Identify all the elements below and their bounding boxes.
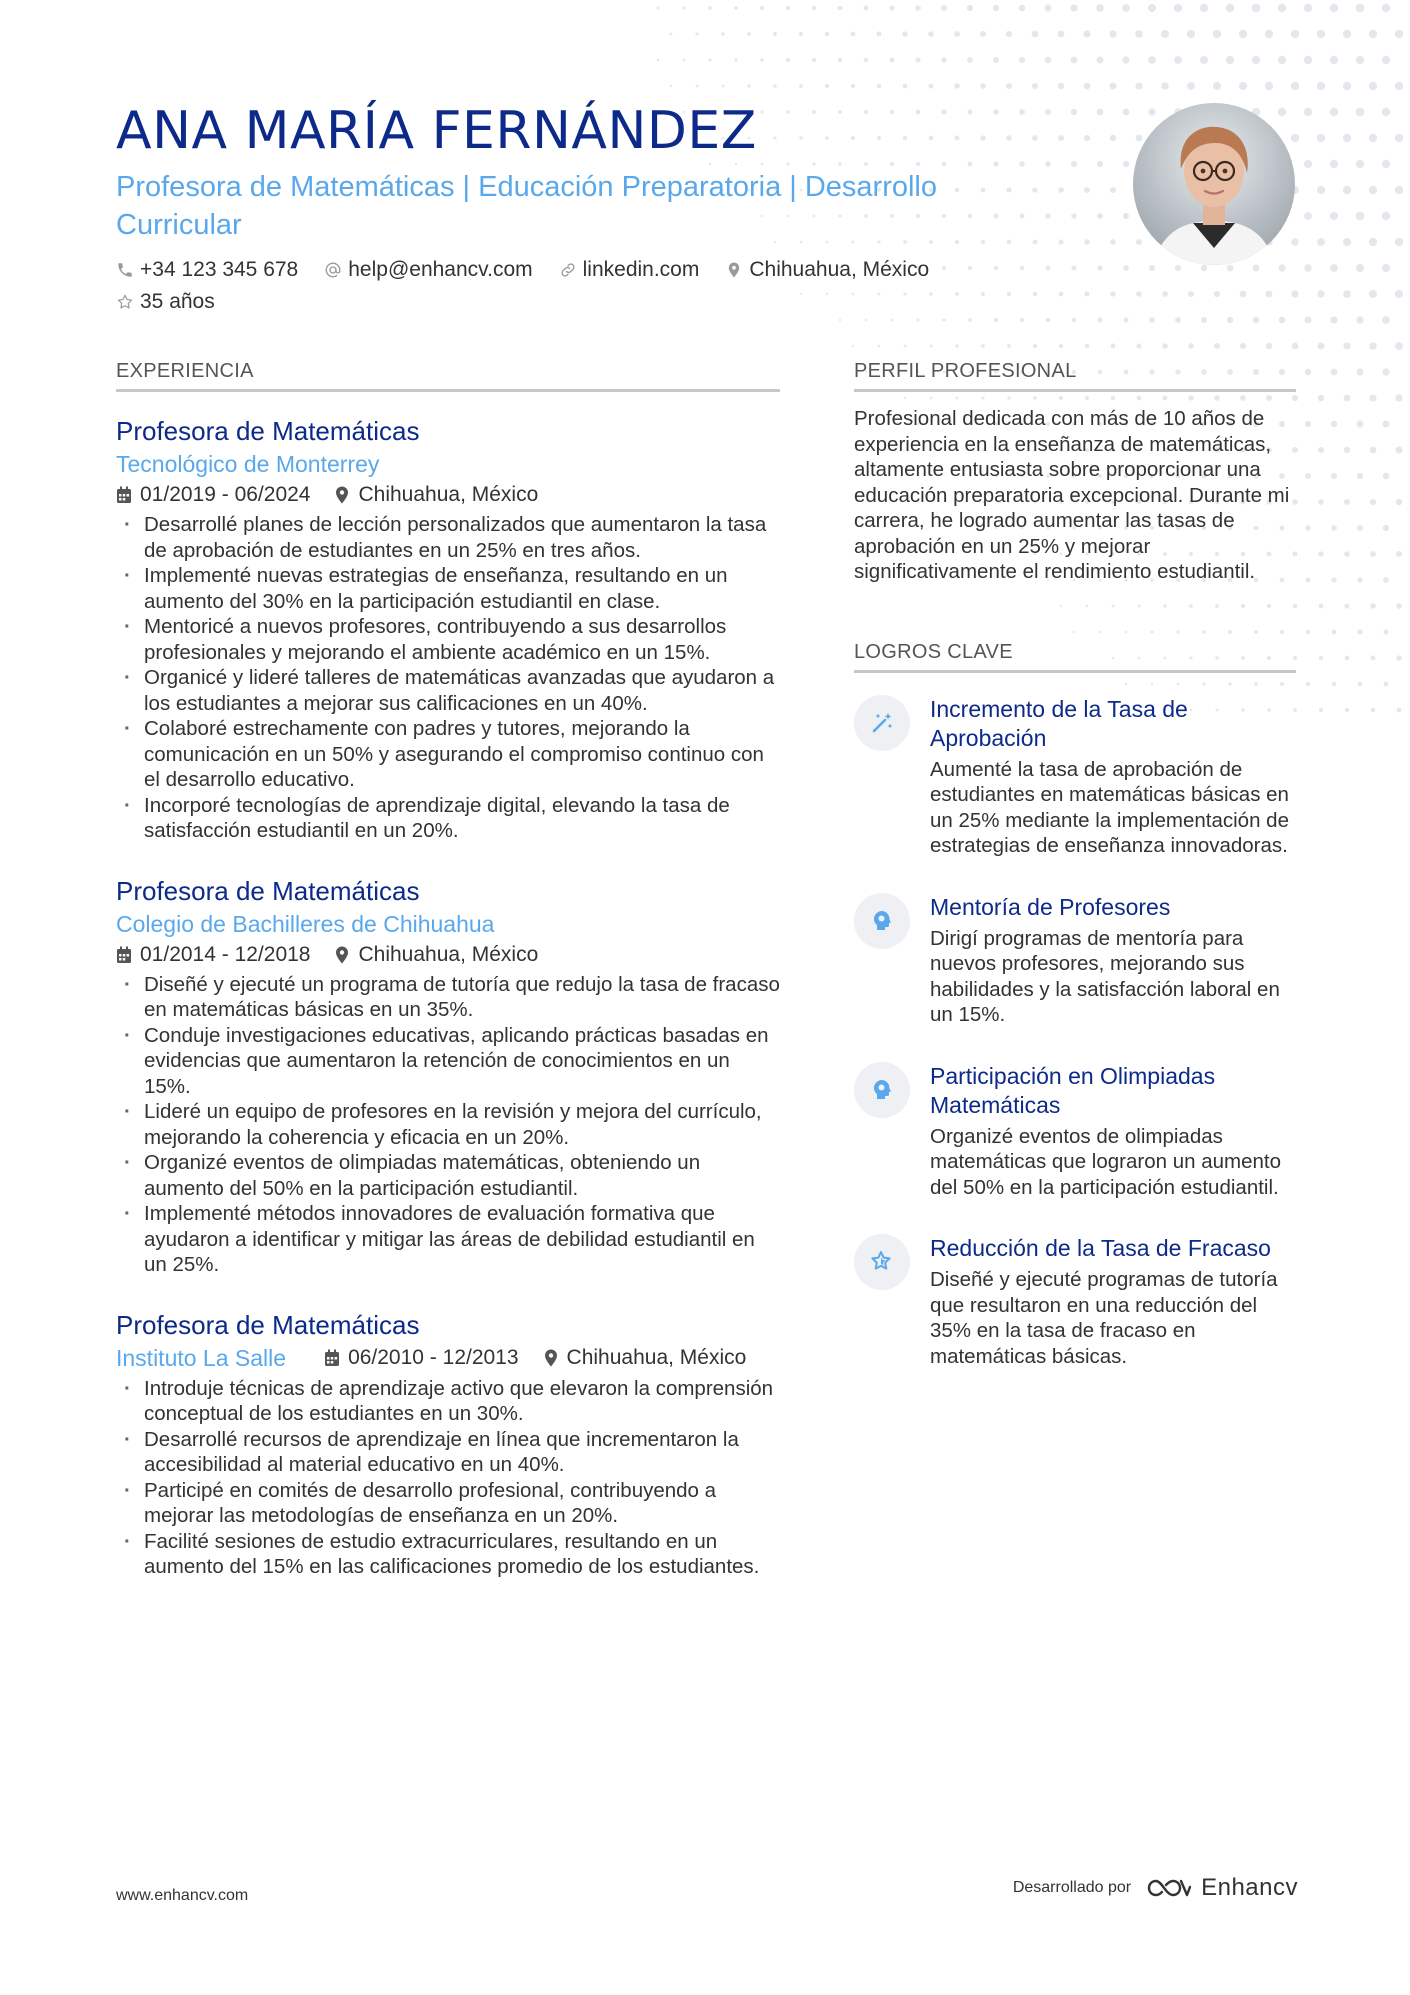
job-company: Colegio de Bachilleres de Chihuahua	[116, 910, 495, 937]
achievement-desc: Diseñé y ejecuté programas de tutoría que resultaron en una reducción del 35% en la tasa de fracaso en matemáticas básicas.	[930, 1268, 1278, 1368]
achievement-item	[854, 893, 1296, 1028]
profile-summary: Profesional dedicada con más de 10 años de experiencia en la enseñanza de matemáticas, altamente entusiasta sobre proporcionar una educación preparatoria excepcional. Durante mi carrera, he logrado aumentar las tasas de aprobación en un 25% y mejorar significativamente el rendimiento estudiantil.	[854, 407, 1290, 583]
achievement-title: Incremento de la Tasa de Aprobación	[930, 695, 1188, 751]
contact-phone[interactable]: +34 123 345 678	[116, 258, 298, 282]
job-location: Chihuahua, México	[358, 942, 539, 966]
job-company: Instituto La Salle	[116, 1344, 287, 1371]
calendar-icon	[116, 946, 132, 964]
job-title: Profesora de Matemáticas	[116, 416, 420, 446]
job-entry	[116, 414, 780, 844]
location-pin-icon	[334, 486, 350, 504]
contact-age: 35 años	[116, 290, 215, 314]
footer-branding	[1013, 1874, 1298, 1902]
magic-wand-icon	[869, 710, 895, 736]
job-location: Chihuahua, México	[358, 483, 539, 506]
job-bullets	[116, 512, 780, 844]
job-bullets	[116, 972, 780, 1278]
job-title: Profesora de Matemáticas	[116, 875, 420, 906]
section-title-experience: EXPERIENCIA	[116, 360, 780, 392]
bullet-item: · Diseñé y ejecuté un programa de tutoría que redujo la tasa de fracaso en matemáticas básicas en un 35%.	[116, 972, 780, 1023]
bullet-item: · Colaboré estrechamente con padres y tutores, mejorando la comunicación en un 50% y asegurando el compromiso continuo con el desarrollo educativo.	[116, 716, 780, 793]
achievement-desc: Aumenté la tasa de aprobación de estudiantes en matemáticas básicas en un 25% mediante la implementación de estrategias de enseñanza innovadoras.	[930, 757, 1289, 857]
achievement-desc: Dirigí programas de mentoría para nuevos profesores, mejorando sus habilidades y la satisfacción laboral en un 15%.	[930, 926, 1280, 1026]
footer-website[interactable]: www.enhancv.com	[116, 1887, 249, 1904]
achievement-title: Participación en Olimpiadas Matemáticas	[930, 1062, 1216, 1118]
head-brain-icon	[869, 908, 895, 934]
left-column	[116, 360, 780, 1580]
profile-photo	[1133, 103, 1295, 265]
location-pin-icon	[725, 261, 743, 279]
headline: Profesora de Matemáticas | Educación Preparatoria | Desarrollo Curricular	[116, 171, 938, 241]
contact-email[interactable]: help@enhancv.com	[324, 258, 532, 282]
bullet-item: · Desarrollé planes de lección personalizados que aumentaron la tasa de aprobación de estudiantes en un 25% en tres años.	[116, 512, 780, 563]
section-title-achievements: LOGROS CLAVE	[854, 641, 1296, 673]
link-icon	[559, 261, 577, 279]
contact-location: Chihuahua, México	[725, 258, 929, 282]
bullet-item: · Conduje investigaciones educativas, aplicando prácticas basadas en evidencias que aumentaron la retención de conocimientos en un 15%.	[116, 1023, 780, 1100]
bullet-item: · Organicé y lideré talleres de matemáticas avanzadas que ayudaron a los estudiantes a mejorar sus calificaciones en un 40%.	[116, 665, 780, 716]
bullet-item: · Facilité sesiones de estudio extracurriculares, resultando en un aumento del 15% en las calificaciones promedio de los estudiantes.	[116, 1529, 780, 1580]
star-icon	[869, 1249, 895, 1275]
calendar-icon	[324, 1349, 340, 1367]
header	[116, 100, 1016, 322]
contact-linkedin[interactable]: linkedin.com	[559, 258, 700, 282]
location-pin-icon	[543, 1349, 559, 1367]
job-meta	[116, 940, 780, 970]
achievement-title: Reducción de la Tasa de Fracaso	[930, 1235, 1271, 1261]
contact-info	[116, 258, 1016, 322]
at-icon	[324, 261, 342, 279]
job-meta	[116, 1342, 780, 1374]
powered-by-label: Desarrollado por	[1012, 1879, 1132, 1896]
head-brain-icon	[869, 1077, 895, 1103]
job-dates: 01/2019 - 06/2024	[140, 483, 311, 506]
bullet-item: · Implementé nuevas estrategias de enseñanza, resultando en un aumento del 30% en la participación estudiantil en clase.	[116, 563, 780, 614]
job-entry	[116, 874, 780, 1278]
achievement-item	[854, 1234, 1296, 1369]
achievements-list	[854, 695, 1296, 1370]
achievement-item	[854, 1062, 1296, 1201]
bullet-item: · Incorporé tecnologías de aprendizaje digital, elevando la tasa de satisfacción estudiantil en un 20%.	[116, 793, 780, 844]
bullet-item: · Mentoricé a nuevos profesores, contribuyendo a sus desarrollos profesionales y mejorando el ambiente académico en un 15%.	[116, 614, 780, 665]
achievement-item	[854, 695, 1296, 859]
achievement-desc: Organizé eventos de olimpiadas matemáticas que lograron un aumento del 50% en la participación estudiantil.	[930, 1124, 1281, 1199]
enhancv-logo[interactable]: Enhancv	[1145, 1874, 1298, 1902]
job-title: Profesora de Matemáticas	[116, 1309, 420, 1340]
phone-icon	[116, 261, 134, 279]
job-dates: 06/2010 - 12/2013	[348, 1345, 519, 1369]
bullet-item: · Implementé métodos innovadores de evaluación formativa que ayudaron a identificar y mitigar las áreas de debilidad estudiantil en un 25%.	[116, 1201, 780, 1278]
location-pin-icon	[334, 946, 350, 964]
achievement-title: Mentoría de Profesores	[930, 893, 1171, 920]
bullet-item: · Participé en comités de desarrollo profesional, contribuyendo a mejorar las metodologías de enseñanza en un 20%.	[116, 1478, 780, 1529]
job-bullets	[116, 1376, 780, 1580]
bullet-item: · Organizé eventos de olimpiadas matemáticas, obteniendo un aumento del 50% en la participación estudiantil.	[116, 1150, 780, 1201]
candidate-name: ANA MARÍA FERNÁNDEZ	[116, 101, 757, 161]
calendar-icon	[116, 486, 132, 504]
star-icon	[116, 293, 134, 311]
job-location: Chihuahua, México	[566, 1345, 747, 1369]
job-entry	[116, 1308, 780, 1580]
infinity-logo-icon	[1145, 1876, 1191, 1900]
job-dates: 01/2014 - 12/2018	[140, 942, 311, 966]
bullet-item: · Desarrollé recursos de aprendizaje en línea que incrementaron la accesibilidad al material educativo en un 40%.	[116, 1427, 780, 1478]
job-company: Tecnológico de Monterrey	[116, 451, 380, 477]
section-title-profile: PERFIL PROFESIONAL	[854, 360, 1296, 392]
bullet-item: · Lideré un equipo de profesores en la revisión y mejora del currículo, mejorando la coherencia y eficacia en un 20%.	[116, 1099, 780, 1150]
bullet-item: · Introduje técnicas de aprendizaje activo que elevaron la comprensión conceptual de los estudiantes en un 30%.	[116, 1376, 780, 1427]
job-meta	[116, 480, 780, 510]
right-column	[854, 360, 1296, 1403]
